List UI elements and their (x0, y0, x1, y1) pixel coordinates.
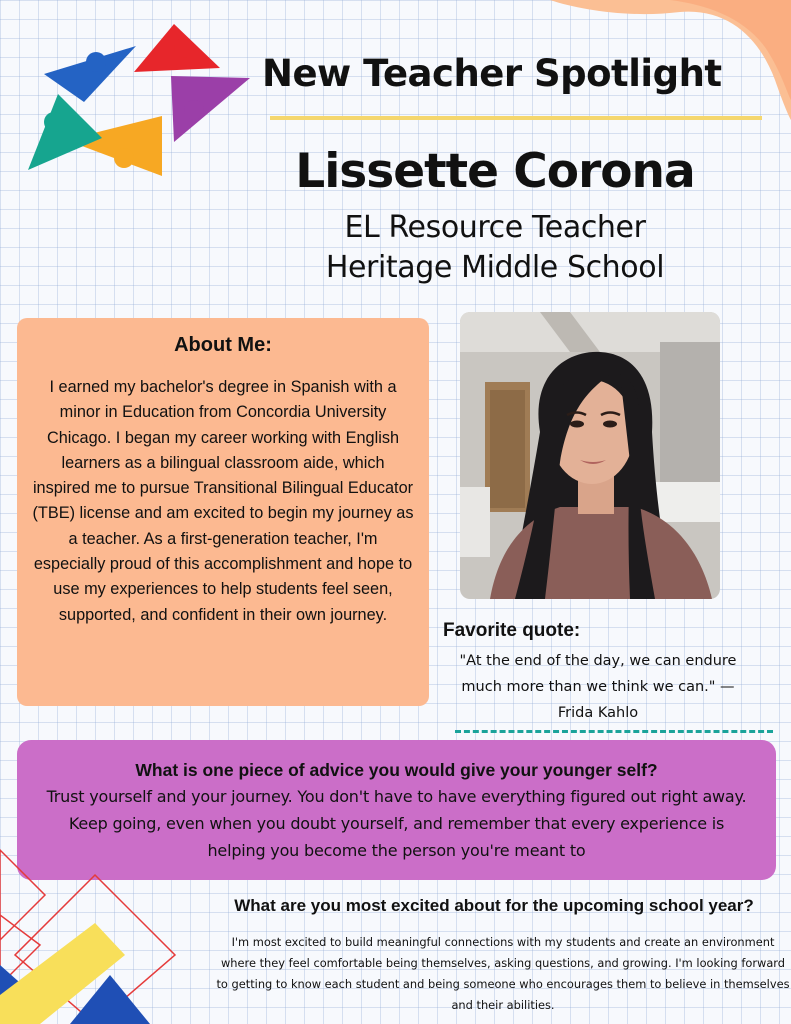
favorite-quote-text: "At the end of the day, we can endure much more than we think we can." — Frida Kahlo (459, 653, 737, 721)
title-underline (270, 116, 762, 120)
about-me-card (17, 318, 429, 706)
people-circle-logo-icon (24, 22, 252, 182)
portrait-photo (460, 312, 720, 599)
favorite-quote-label: Favorite quote: (443, 620, 581, 641)
teacher-role (240, 208, 750, 288)
about-me-text: I earned my bachelor's degree in Spanish with a minor in Education from Concordia University Chicago. I began my career working with English learners as a bilingual classroom aide, which inspired me to pursue Transitional Bilingual Educator (TBE) license and am excited to begin my journey as a teacher. As a first-generation teacher, I'm especially proud of this accomplishment and hope to use my experiences to help students feel seen, supported, and confident in their own journey. (32, 378, 414, 624)
page-title: New Teacher Spotlight (262, 52, 722, 95)
about-me-heading: About Me: (174, 334, 272, 356)
role-title: EL Resource Teacher (344, 210, 646, 245)
excited-question: What are you most excited about for the upcoming school year? (234, 896, 754, 915)
advice-answer: Trust yourself and your journey. You don't have to have everything figured out right away. Keep going, even when you doubt yourself, and remember that every experience is helping you become the person you're meant to (46, 787, 747, 860)
school-name: Heritage Middle School (325, 250, 665, 285)
geometric-corner-decoration (0, 845, 200, 1024)
excited-answer: I'm most excited to build meaningful connections with my students and create an environment where they feel comfortable being themselves, asking questions, and growing. I'm looking forward to getting to know each student and being someone who encourages them to believe in themselves and their abilities. (216, 935, 790, 1012)
dashed-divider (455, 730, 773, 733)
advice-question: What is one piece of advice you would give your younger self? (135, 760, 658, 780)
teacher-name: Lissette Corona (295, 144, 695, 199)
